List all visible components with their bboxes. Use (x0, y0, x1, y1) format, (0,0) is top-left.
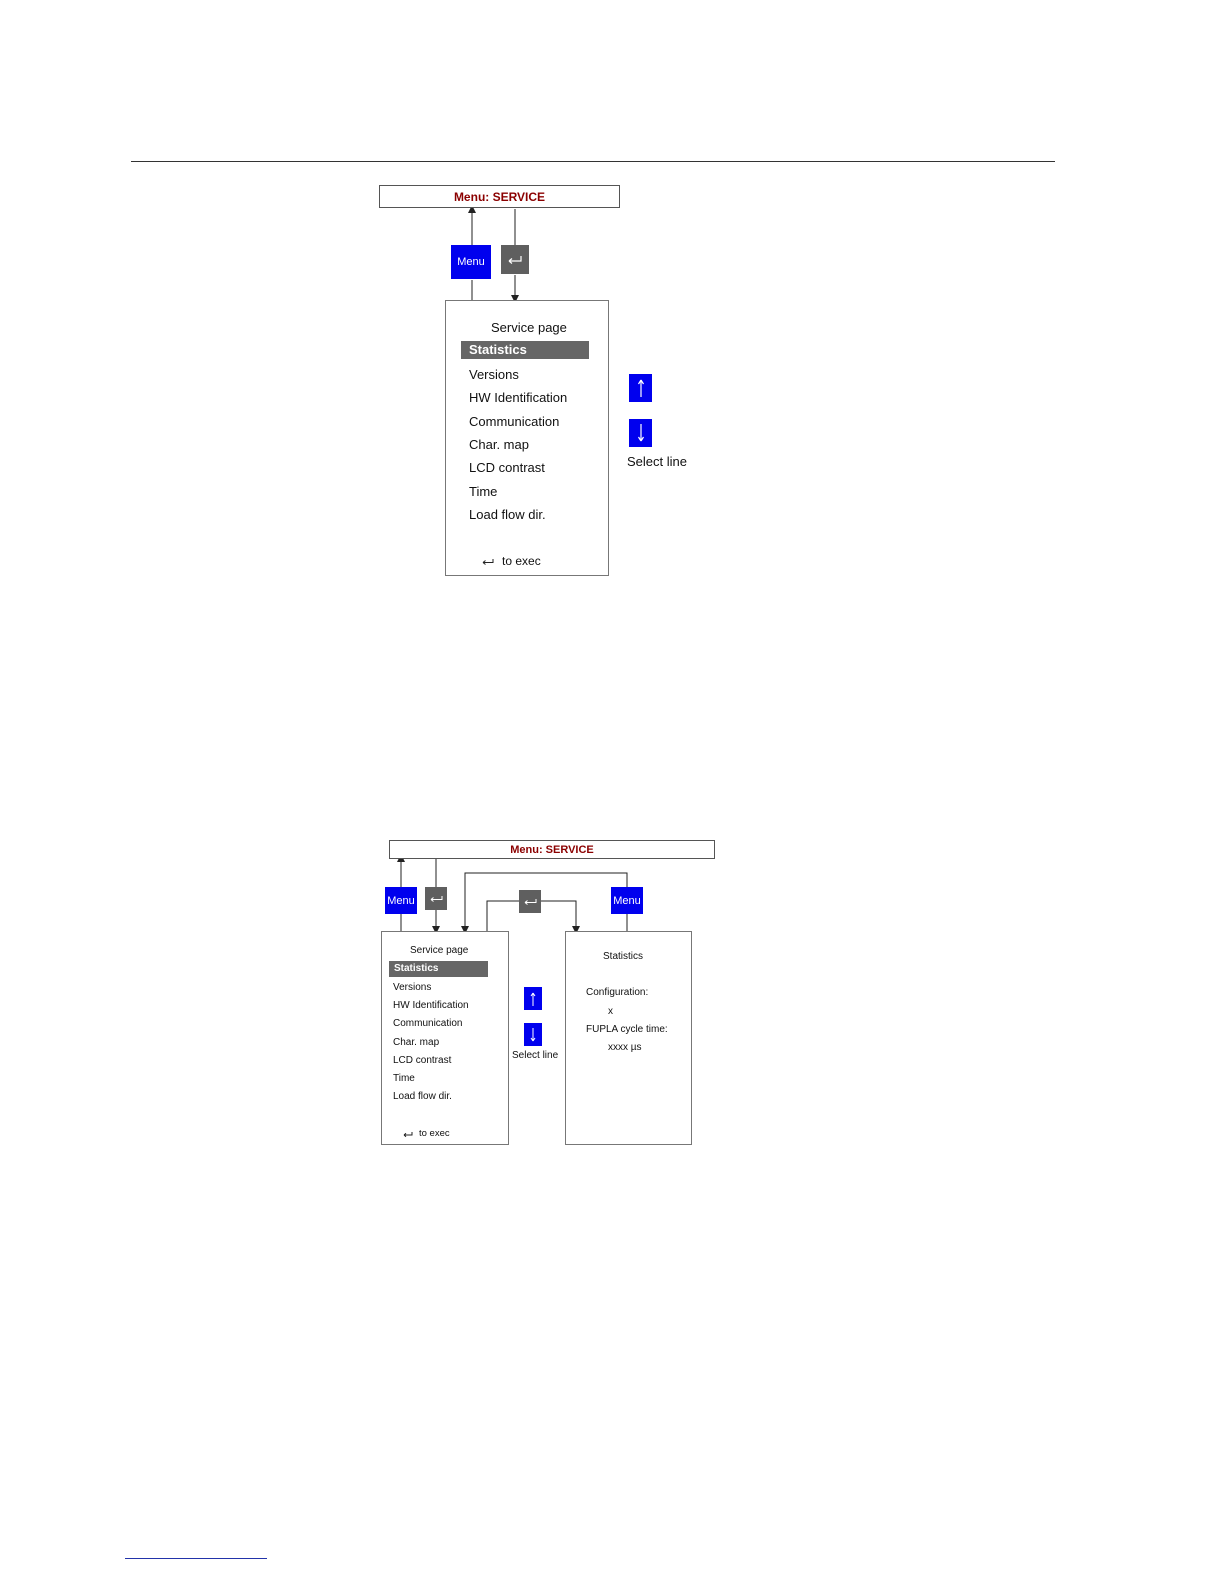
service-page-panel (381, 931, 509, 1145)
cycle-time-value: xxxx µs (608, 1042, 642, 1053)
list-item[interactable]: Versions (393, 982, 432, 993)
list-item[interactable]: LCD contrast (469, 460, 545, 475)
enter-arrow-icon (524, 898, 537, 906)
list-item[interactable]: Char. map (393, 1037, 440, 1048)
list-item-selected[interactable]: Statistics (389, 961, 488, 977)
configuration-value: x (608, 1006, 613, 1017)
list-item[interactable]: Communication (469, 414, 560, 429)
arrow-up-button[interactable] (629, 374, 652, 402)
arrow-up-button[interactable] (524, 987, 542, 1010)
list-item[interactable]: Communication (393, 1018, 463, 1029)
menu-button[interactable]: Menu (451, 245, 491, 279)
list-item[interactable]: HW Identification (469, 390, 568, 405)
service-page-panel (445, 300, 609, 576)
exec-hint: to exec (419, 1128, 450, 1139)
statistics-panel (565, 931, 692, 1145)
footnote-rule (125, 1558, 267, 1559)
arrow-down-button[interactable] (629, 419, 652, 447)
arrow-up-icon (529, 991, 537, 1007)
enter-arrow-icon (430, 895, 443, 903)
enter-arrow-icon (403, 1131, 413, 1138)
list-item[interactable]: LCD contrast (393, 1055, 452, 1066)
list-item[interactable]: Time (393, 1073, 415, 1084)
arrow-down-button[interactable] (524, 1023, 542, 1046)
list-item[interactable]: Versions (469, 367, 519, 382)
cycle-time-label: FUPLA cycle time: (586, 1024, 668, 1035)
select-line-label: Select line (627, 454, 687, 469)
list-item[interactable]: Time (469, 484, 498, 499)
menu-service-bar: Menu: SERVICE (389, 840, 715, 859)
select-line-label: Select line (512, 1050, 559, 1061)
configuration-label: Configuration: (586, 987, 649, 998)
page-title: Service page (410, 945, 469, 956)
statistics-title: Statistics (603, 951, 644, 962)
arrow-down-icon (637, 423, 645, 443)
arrow-up-icon (637, 378, 645, 398)
page-title: Service page (491, 320, 567, 335)
list-item[interactable]: Load flow dir. (393, 1091, 452, 1102)
list-item[interactable]: Load flow dir. (469, 507, 546, 522)
list-item[interactable]: HW Identification (393, 1000, 469, 1011)
enter-arrow-icon (507, 255, 523, 265)
enter-arrow-icon (482, 558, 494, 566)
exec-hint: to exec (502, 554, 541, 568)
list-item-selected[interactable]: Statistics (461, 341, 589, 359)
menu-button[interactable]: Menu (385, 887, 417, 914)
list-item[interactable]: Char. map (469, 437, 529, 452)
arrow-down-icon (529, 1027, 537, 1043)
enter-button[interactable] (519, 890, 541, 913)
menu-service-bar: Menu: SERVICE (379, 185, 620, 208)
enter-button[interactable] (501, 245, 529, 274)
menu-button[interactable]: Menu (611, 887, 643, 914)
enter-button[interactable] (425, 887, 447, 910)
